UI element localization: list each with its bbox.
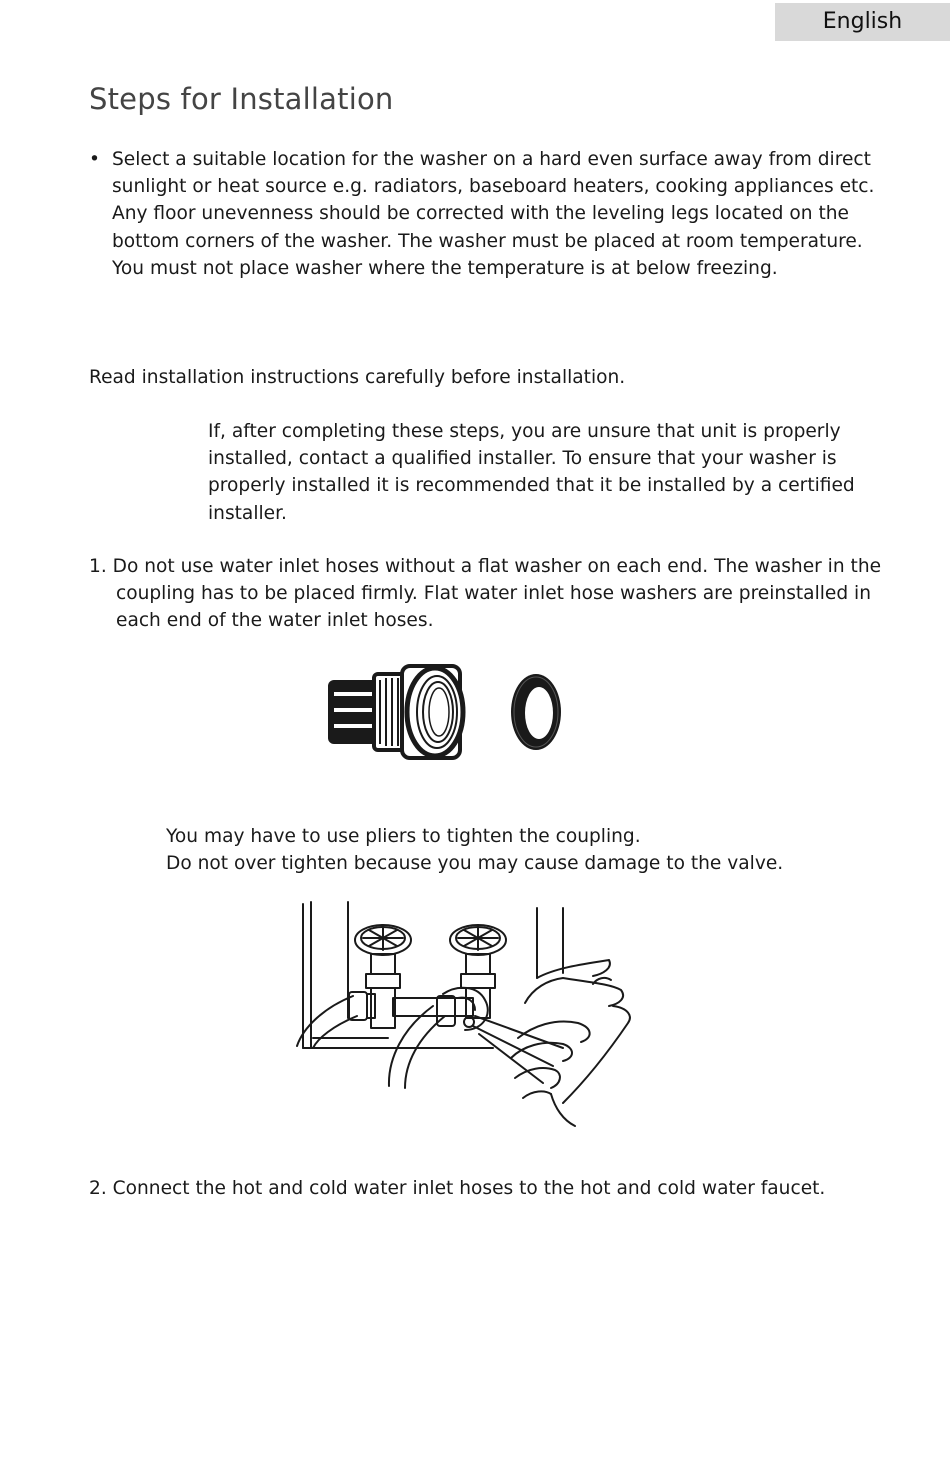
page-title: Steps for Installation [89,82,394,116]
pliers-note [166,823,866,877]
hose-coupling-illustration [322,662,572,762]
read-instructions-text: Read installation instructions carefully before installation. [89,367,626,388]
step-1-text: 1. Do not use water inlet hoses without a flat washer on each end. The washer in the coupling has to be placed firmly. Flat water inlet hose washers are preinstalled in each end of the water inlet hoses. [89,556,882,632]
step-2-text: 2. Connect the hot and cold water inlet hoses to the hot and cold water faucet. [89,1178,826,1199]
pliers-note-line-2: Do not over tighten because you may cause damage to the valve. [166,853,784,875]
qualified-installer-note: If, after completing these steps, you are unsure that unit is properly installed, contact a qualified installer. To ensure that your washer is properly installed it is recommended that it be installed by a certified installer. [208,421,855,524]
bullet-text: Select a suitable location for the washer on a hard even surface away from direct sunlight or heat source e.g. radiators, baseboard heaters, cooking appliances etc. Any floor unevenness should be corrected with the leveling legs located on the bottom corners of the washer. The washer must be placed at room temperature. You must not place washer where the temperature is at below freezing. [112,149,875,279]
pliers-tightening-illustration [293,898,648,1130]
language-tab[interactable]: English [775,3,950,41]
pliers-note-line-1: You may have to use pliers to tighten the coupling. [166,826,641,847]
bullet-dot: • [89,149,100,170]
location-bullet-list [89,146,879,282]
bullet-item-location [89,146,879,282]
